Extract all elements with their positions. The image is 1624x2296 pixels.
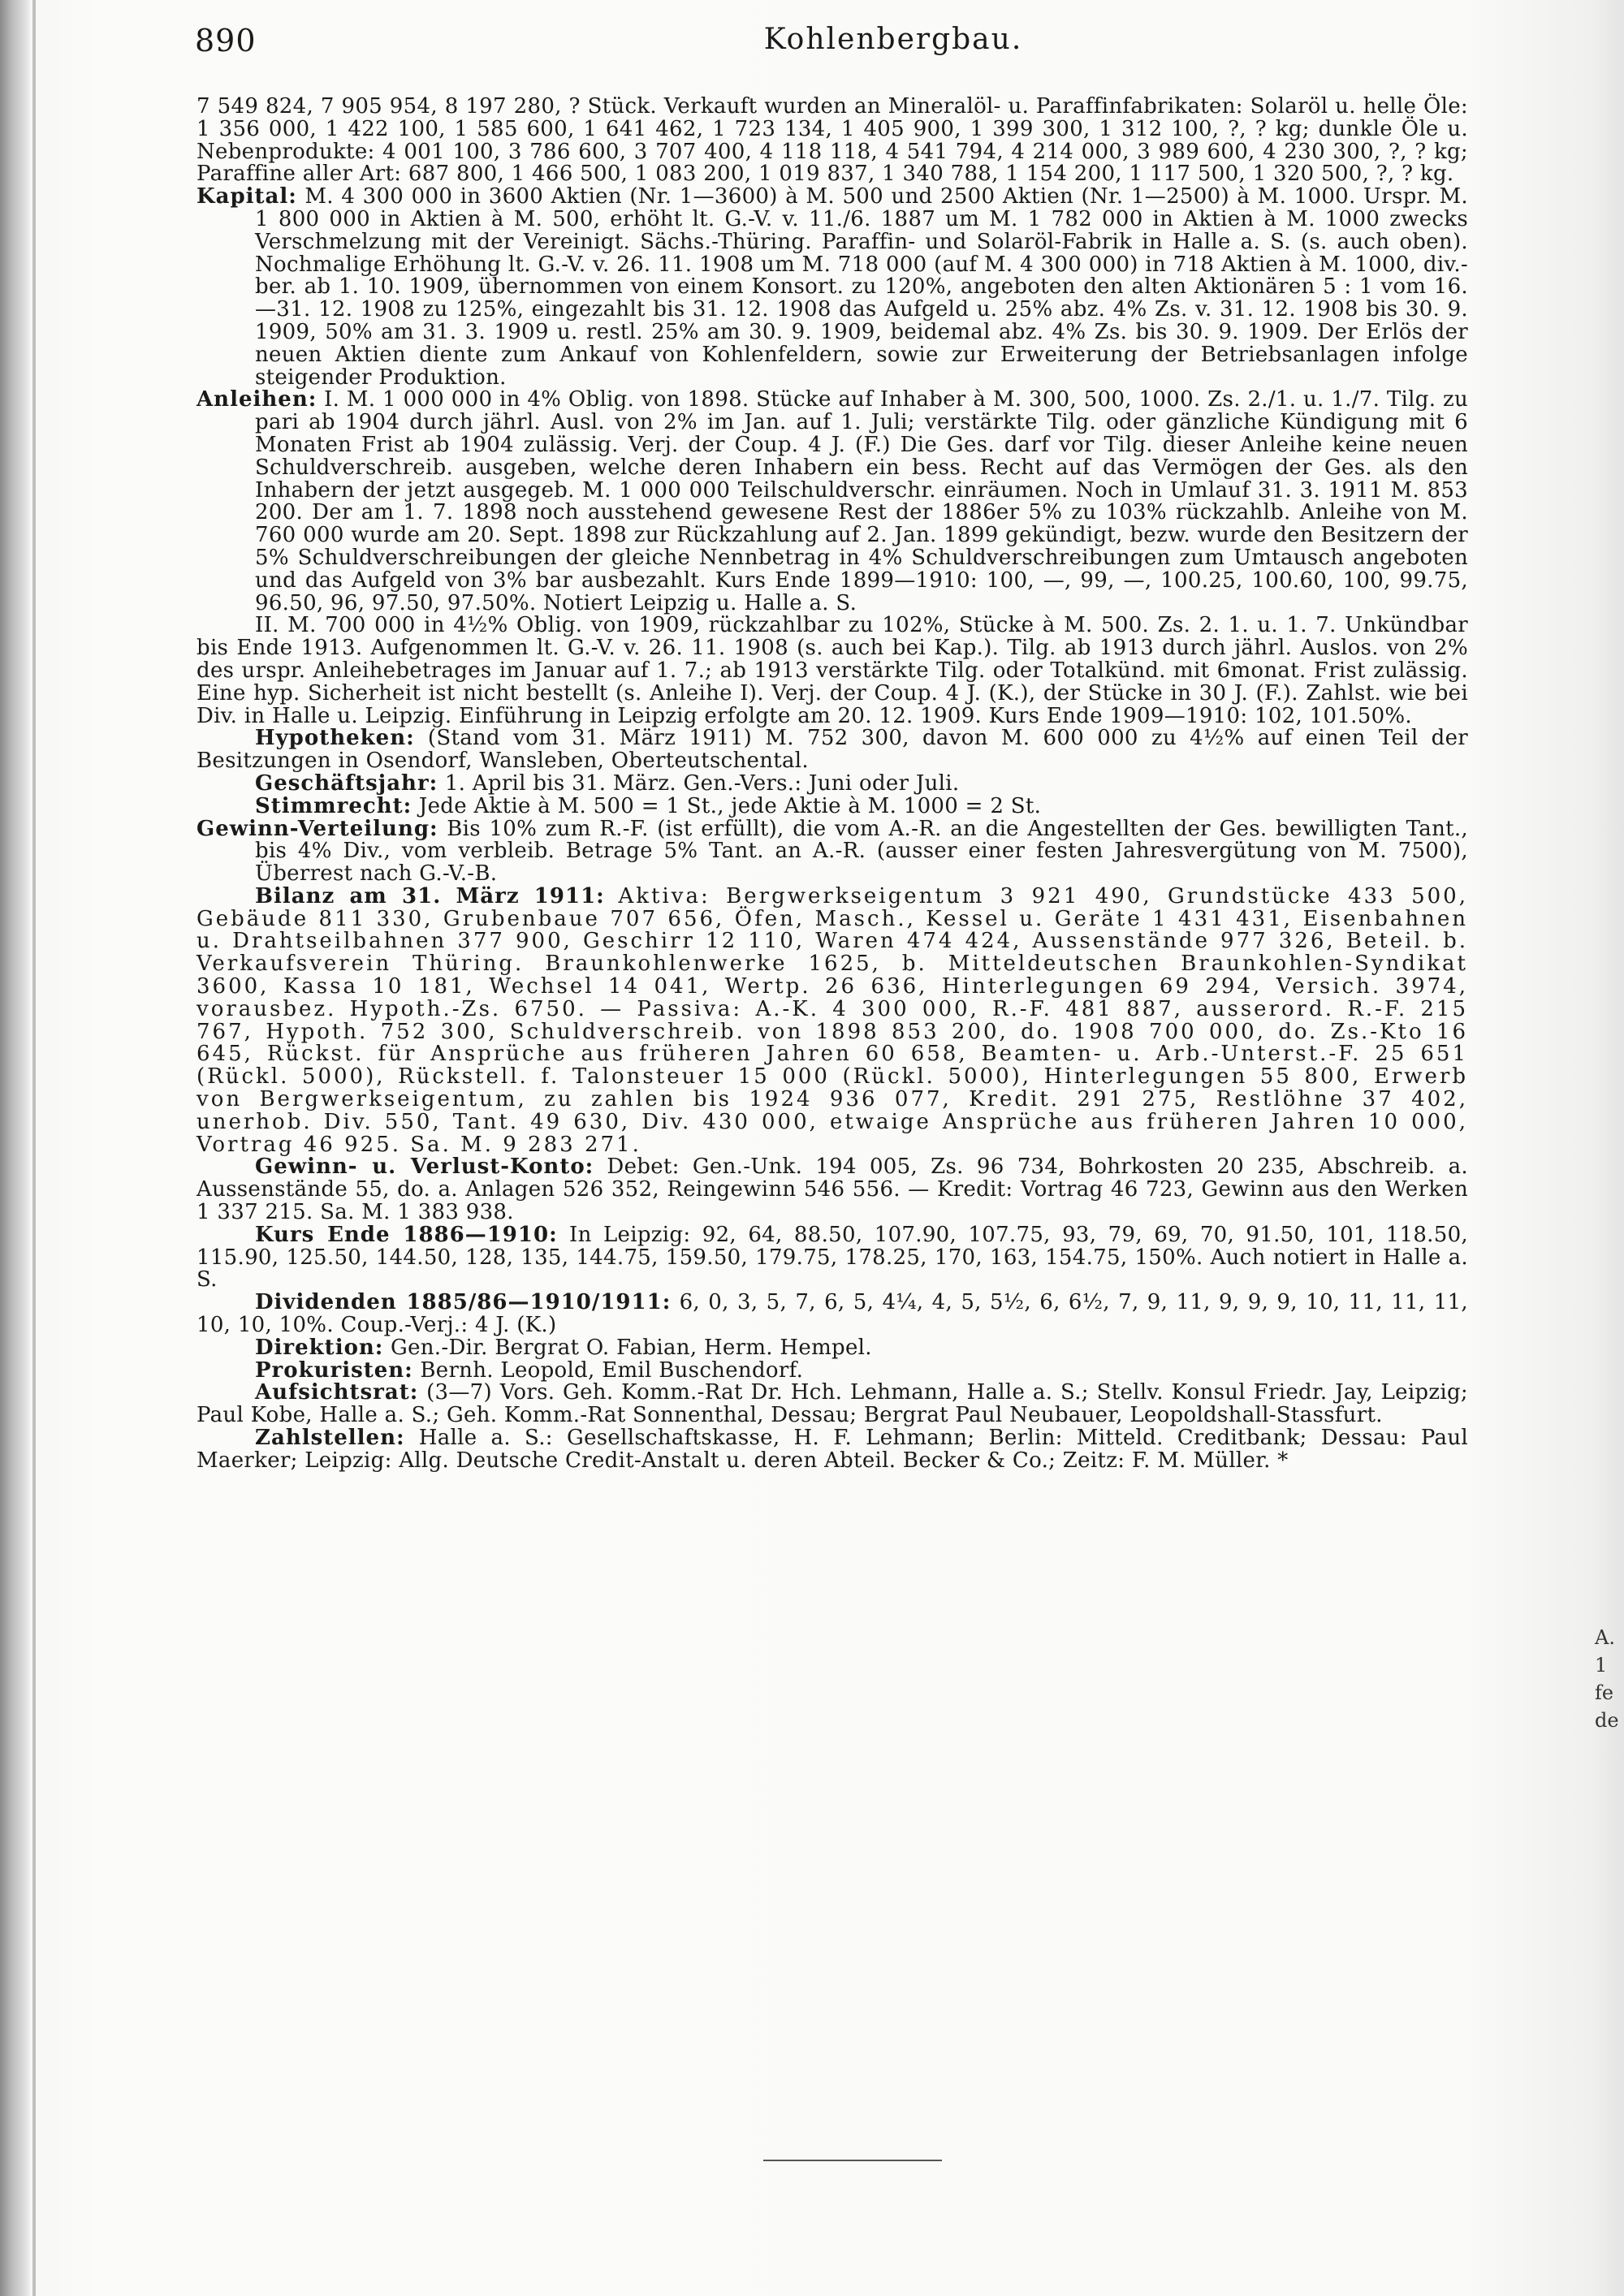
paragraph-zahlstellen (197, 1427, 1468, 1473)
margin-mark: A. (1595, 1626, 1615, 1649)
paragraph-geschaeftsjahr (197, 770, 1468, 796)
paragraph-label: Gewinn-Verteilung: (197, 816, 438, 841)
paragraph-text: Gen.-Dir. Bergrat O. Fabian, Herm. Hempel. (391, 1335, 872, 1360)
paragraph-text: 7 549 824, 7 905 954, 8 197 280, ? Stück. Verkauft wurden an Mineralöl- u. Paraffinfabrikaten: Solaröl u. helle Öle: 1 356 000, 1 422 100, 1 585 600, 1 641 462, 1 723 134, 1 405 900, 1 399 300, 1 312 100, ?, ? kg; dunkle Öle u. Nebenprodukte: 4 001 100, 3 786 600, 3 707 400, 4 118 118, 4 541 794, 4 214 000, 3 989 600, 4 230 300, ?, ? kg; Paraffine aller Art: 687 800, 1 466 500, 1 083 200, 1 019 837, 1 340 788, 1 154 200, 1 117 500, 1 320 500, ?, ? kg. (197, 94, 1468, 187)
paragraph-label: Direktion: (255, 1335, 384, 1360)
paragraph-aufsichtsrat (197, 1382, 1468, 1427)
paragraph-text: Bis 10% zum R.-F. (ist erfüllt), die vom A.-R. an die Angestellten der Ges. bewilligten Tant., bis 4% Div., vom verbleib. Betrage 5% Tant. an A.-R. (ausser einer festen Jahresvergütung von M. 7500), Überrest nach G.-V.-B. (255, 816, 1468, 887)
paragraph-prokuristen (197, 1357, 1468, 1383)
paragraph-label: Gewinn- u. Verlust-Konto: (255, 1154, 594, 1180)
paragraph-label: Anleihen: (197, 387, 317, 412)
paragraph-dividenden (197, 1292, 1468, 1337)
paragraph-text: (Stand vom 31. März 1911) M. 752 300, davon M. 600 000 zu 4½% auf einen Teil der Besitzungen in Osendorf, Wansleben, Oberteutschental. (197, 726, 1468, 774)
paragraph-text: In Leipzig: 92, 64, 88.50, 107.90, 107.75, 93, 79, 69, 70, 91.50, 101, 118.50, 115.90, 125.50, 144.50, 128, 135, 144.75, 159.50, 179.75, 178.25, 170, 163, 154.75, 150%. Auch notiert in Halle a. S. (197, 1222, 1469, 1293)
end-rule (763, 2160, 942, 2161)
paragraph-text: Halle a. S.: Gesellschaftskasse, H. F. Lehmann; Berlin: Mitteld. Creditbank; Dessau: Paul Maerker; Leipzig: Allg. Deutsche Credit-Anstalt u. deren Abteil. Becker & Co.; Zeitz: F. M. Müller. * (197, 1426, 1468, 1473)
paragraph-label: Zahlstellen: (255, 1426, 405, 1451)
paragraph-production-figures (197, 96, 1468, 186)
paragraph-kurs (197, 1224, 1468, 1292)
binding-line (32, 0, 36, 2296)
book-binding-shadow (0, 0, 31, 2296)
paragraph-anleihe-ii (197, 615, 1468, 727)
paragraph-text: II. M. 700 000 in 4½% Oblig. von 1909, rückzahlbar zu 102%, Stücke à M. 500. Zs. 2. 1. u. 1. 7. Unkündbar bis Ende 1913. Aufgenommen lt. G.-V. v. 26. 11. 1908 (s. auch bei Kap.). Tilg. ab 1913 durch jährl. Auslos. von 2% des urspr. Anleihebetrages im Januar auf 1. 7.; ab 1913 verstärkte Tilg. oder Totalkünd. mit 6monat. Frist zulässig. Eine hyp. Sicherheit ist nicht bestellt (s. Anleihe I). Verj. der Coup. 4 J. (K.), der Stücke in 30 J. (F.). Zahlst. wie bei Div. in Halle u. Leipzig. Einführung in Leipzig erfolgte am 20. 12. 1909. Kurs Ende 1909—1910: 102, 101.50%. (197, 613, 1468, 728)
paragraph-label: Prokuristen: (255, 1357, 413, 1383)
paragraph-direktion (197, 1337, 1468, 1360)
page-number: 890 (195, 23, 257, 58)
paragraph-hypotheken (197, 727, 1468, 773)
paragraph-bilanz (197, 883, 1468, 1157)
paragraph-text: Debet: Gen.-Unk. 194 005, Zs. 96 734, Bohrkosten 20 235, Abschreib. a. Aussenstände 55, do. a. Anlagen 526 352, Reingewinn 546 556. — Kredit: Vortrag 46 723, Gewinn aus den Werken 1 337 215. Sa. M. 1 383 938. (197, 1154, 1468, 1225)
paragraph-gewinn-verteilung (197, 818, 1468, 886)
margin-mark: de (1595, 1709, 1619, 1732)
paragraph-label: Kapital: (197, 184, 297, 209)
right-margin-bleed (1595, 1624, 1619, 1734)
page-header (195, 23, 1592, 71)
paragraph-text: Bernh. Leopold, Emil Buschendorf. (420, 1357, 804, 1383)
margin-mark: 1 (1595, 1654, 1608, 1677)
paragraph-label: Geschäftsjahr: (255, 770, 438, 796)
paragraph-text: Aktiva: Bergwerkseigentum 3 921 490, Grundstücke 433 500, Gebäude 811 330, Grubenbaue 707 656, Öfen, Masch., Kessel u. Geräte 1 431 431, Eisenbahnen u. Drahtseilbahnen 377 900, Geschirr 12 110, Waren 474 424, Aussenstände 977 326, Beteil. b. Verkaufsverein Thüring. Braunkohlenwerke 1625, b. Mitteldeutschen Braunkohlen-Syndikat 3600, Kassa 10 181, Wechsel 14 041, Wertp. 26 636, Hinterlegungen 69 294, Versich. 3974, vorausbez. Hypoth.-Zs. 6750. — Passiva: A.-K. 4 300 000, R.-F. 481 887, ausserord. R.-F. 215 767, Hypoth. 752 300, Schuldverschreib. von 1898 853 200, do. 1908 700 000, do. Zs.-Kto 16 645, Rückst. für Ansprüche aus früheren Jahren 60 658, Beamten- u. Arb.-Unterst.-F. 25 651 (Rückl. 5000), Rückstell. f. Talonsteuer 15 000 (Rückl. 5000), Hinterlegungen 55 800, Erwerb von Bergwerkseigentum, zu zahlen bis 1924 936 077, Kredit. 291 275, Restlöhne 37 402, unerhob. Div. 550, Tant. 49 630, Div. 430 000, etwaige Ansprüche aus früheren Jahren 10 000, Vortrag 46 925. Sa. M. 9 283 271. (197, 883, 1468, 1157)
margin-mark: fe (1595, 1681, 1614, 1704)
paragraph-text: (3—7) Vors. Geh. Komm.-Rat Dr. Hch. Lehmann, Halle a. S.; Stellv. Konsul Friedr. Jay, Leipzig; Paul Kobe, Halle a. S.; Geh. Komm.-Rat Sonnenthal, Dessau; Bergrat Paul Neubauer, Leopoldshall-Stassfurt. (197, 1380, 1468, 1428)
paragraph-label: Stimmrecht: (255, 793, 412, 818)
paragraph-text: 6, 0, 3, 5, 7, 6, 5, 4¼, 4, 5, 5½, 6, 6½, 7, 9, 11, 9, 9, 9, 10, 11, 11, 11, 10, 10, 10%. Coup.-Verj.: 4 J. (K.) (197, 1290, 1468, 1338)
paragraph-label: Dividenden 1885/86—1910/1911: (255, 1290, 672, 1315)
paragraph-anleihen (197, 389, 1468, 615)
paragraph-text: M. 4 300 000 in 3600 Aktien (Nr. 1—3600) à M. 500 und 2500 Aktien (Nr. 1—2500) à M. 1000. Urspr. M. 1 800 000 in Aktien à M. 500, erhöht lt. G.-V. v. 11./6. 1887 um M. 1 782 000 in Aktien à M. 1000 zwecks Verschmelzung mit der Vereinigt. Sächs.-Thüring. Paraffin- und Solaröl-Fabrik in Halle a. S. (s. auch oben). Nochmalige Erhöhung lt. G.-V. v. 26. 11. 1908 um M. 718 000 (auf M. 4 300 000) in 718 Aktien à M. 1000, div.-ber. ab 1. 10. 1909, übernommen von einem Konsort. zu 120%, angeboten den alten Aktionären 5 : 1 vom 16.—31. 12. 1908 zu 125%, eingezahlt bis 31. 12. 1908 das Aufgeld u. 25% abz. 4% Zs. v. 31. 12. 1908 bis 30. 9. 1909, 50% am 31. 3. 1909 u. restl. 25% am 30. 9. 1909, beidemal abz. 4% Zs. bis 30. 9. 1909. Der Erlös der neuen Aktien diente zum Ankauf von Kohlenfeldern, sowie zur Erweiterung der Betriebsanlagen infolge steigender Produktion. (255, 184, 1468, 390)
paragraph-label: Kurs Ende 1886—1910: (255, 1222, 558, 1247)
paragraph-label: Bilanz am 31. März 1911: (255, 883, 605, 908)
paragraph-text: Jede Aktie à M. 500 = 1 St., jede Aktie à M. 1000 = 2 St. (418, 793, 1042, 818)
paragraph-text: 1. April bis 31. März. Gen.-Vers.: Juni oder Juli. (444, 770, 960, 796)
running-title: Kohlenbergbau. (763, 23, 1023, 56)
paragraph-stimmrecht (197, 793, 1468, 818)
paragraph-label: Aufsichtsrat: (255, 1380, 419, 1405)
article-body (197, 96, 1468, 1473)
paragraph-kapital (197, 186, 1468, 389)
paragraph-text: I. M. 1 000 000 in 4% Oblig. von 1898. Stücke auf Inhaber à M. 300, 500, 1000. Zs. 2./1. u. 1./7. Tilg. zu pari ab 1904 durch jährl. Ausl. von 2% im Jan. auf 1. Juli; verstärkte Tilg. oder gänzliche Kündigung mit 6 Monaten Frist ab 1904 zulässig. Verj. der Coup. 4 J. (F.) Die Ges. darf vor Tilg. dieser Anleihe keine neuen Schuldverschreib. ausgeben, welche deren Inhabern ein bess. Recht auf das Vermögen der Ges. als den Inhabern der jetzt ausgegeb. M. 1 000 000 Teilschuldverschr. einräumen. Noch in Umlauf 31. 3. 1911 M. 853 200. Der am 1. 7. 1898 noch ausstehend gewesene Rest der 1886er 5% zu 103% rückzahlb. Anleihe von M. 760 000 wurde am 20. Sept. 1898 zur Rückzahlung auf 2. Jan. 1899 gekündigt, bezw. wurde den Besitzern der 5% Schuldverschreibungen der gleiche Nennbetrag in 4% Schuldverschreibungen zum Umtausch angeboten und das Aufgeld von 3% bar ausbezahlt. Kurs Ende 1899—1910: 100, —, 99, —, 100.25, 100.60, 100, 99.75, 96.50, 96, 97.50, 97.50%. Notiert Leipzig u. Halle a. S. (255, 387, 1468, 615)
paragraph-gewinn-verlust-konto (197, 1156, 1468, 1224)
paragraph-label: Hypotheken: (255, 726, 415, 751)
